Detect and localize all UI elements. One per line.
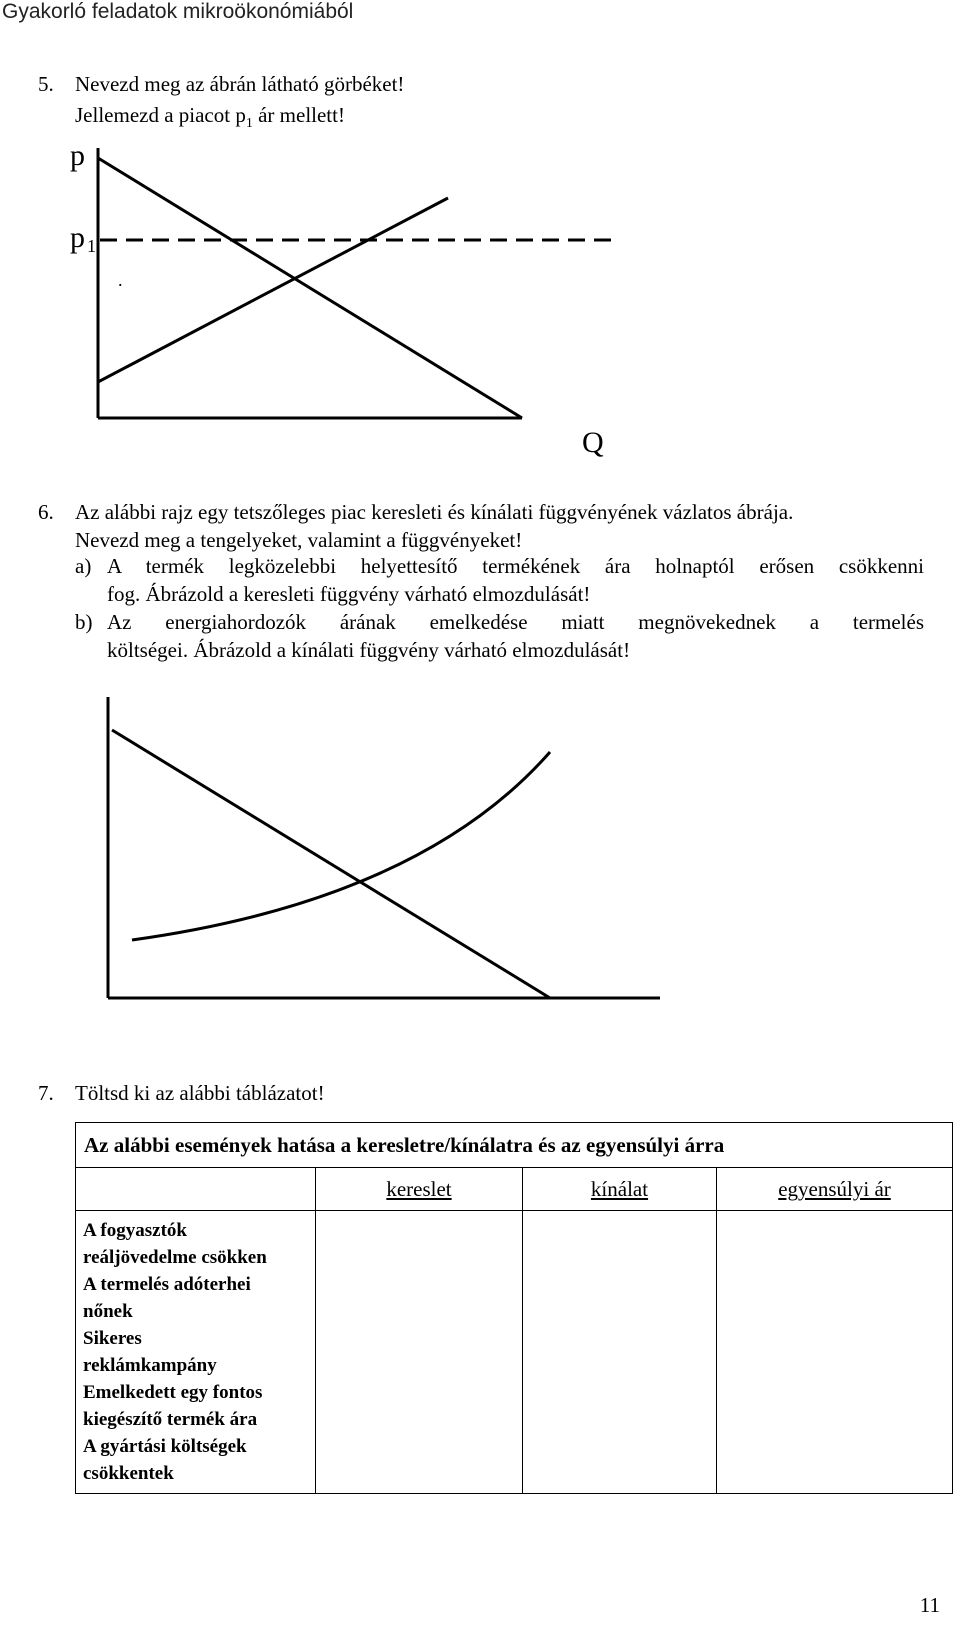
table-row-5 [83,1433,315,1487]
question-6-number: 6. [38,500,54,524]
answer-cell-kinalat[interactable] [523,1211,717,1494]
q6-chart [108,697,660,998]
answer-cell-egyensulyi-ar[interactable] [717,1211,953,1494]
table-row-2 [83,1271,315,1325]
row-labels-cell [76,1211,316,1494]
question-6b-label: b) [75,610,93,634]
question-6b-line1: Az energiahordozók árának emelkedése miatt megnövekednek a termelés [107,610,924,634]
row-3-line2: reklámkampány [83,1355,217,1376]
table-corner-cell [76,1168,316,1211]
q5-chart [70,139,612,459]
question-7-instruction: Töltsd ki az alábbi táblázatot! [75,1081,325,1105]
table-row-4 [83,1379,315,1433]
page-number: 11 [919,1593,940,1617]
q5-demand-curve [98,158,522,418]
document-header: Gyakorló feladatok mikroökonómiából [2,0,354,23]
row-4-line1: Emelkedett egy fontos [83,1382,263,1403]
question-6-line2: Nevezd meg a tengelyeket, valamint a függvényeket! [75,528,523,552]
effects-table [75,1122,953,1494]
question-5-subscript: 1 [245,116,253,132]
q5-y-axis-label: p [70,139,85,172]
question-5-number: 5. [38,72,54,96]
row-5-line2: csökkentek [83,1463,174,1484]
row-3-line1: Sikeres [83,1328,142,1349]
q5-x-axis-label: Q [582,426,604,459]
table-row-3 [83,1325,315,1379]
row-5-line1: A gyártási költségek [83,1436,247,1457]
row-2-line2: nőnek [83,1301,133,1322]
q5-supply-curve [98,198,448,382]
question-5-line1: Nevezd meg az ábrán látható görbéket! [75,72,405,96]
question-6a-line1: A termék legközelebbi helyettesítő termékének ára holnaptól erősen csökkenni [107,554,924,578]
question-6-line1: Az alábbi rajz egy tetszőleges piac keresleti és kínálati függvényének vázlatos ábrája. [75,500,794,524]
row-1-line2: reáljövedelme csökken [83,1247,267,1268]
q5-price-subscript: 1 [87,236,96,256]
question-6a-label: a) [75,554,92,578]
question-7-number: 7. [38,1081,54,1105]
column-header-kereslet: kereslet [316,1168,523,1211]
q6-demand-curve [112,730,550,998]
question-6a-line2: fog. Ábrázold a keresleti függvény várható elmozdulását! [107,582,591,606]
table-title: Az alábbi események hatása a keresletre/kínálatra és az egyensúlyi árra [76,1123,953,1168]
question-5-line2-end: ár mellett! [252,103,345,127]
answer-cell-kereslet[interactable] [316,1211,523,1494]
table-row-1 [83,1217,315,1271]
row-2-line1: A termelés adóterhei [83,1274,251,1295]
column-header-egyensulyi-ar: egyensúlyi ár [717,1168,953,1211]
q5-price-label: p [70,221,85,254]
question-6b-line2: költségei. Ábrázold a kínálati függvény várható elmozdulását! [107,638,631,662]
column-header-kinalat: kínálat [523,1168,717,1211]
q5-dot: . [118,270,123,290]
question-5-line2-text: Jellemezd a piacot p [75,103,246,127]
row-4-line2: kiegészítő termék ára [83,1409,258,1430]
row-1-line1: A fogyasztók [83,1220,187,1241]
